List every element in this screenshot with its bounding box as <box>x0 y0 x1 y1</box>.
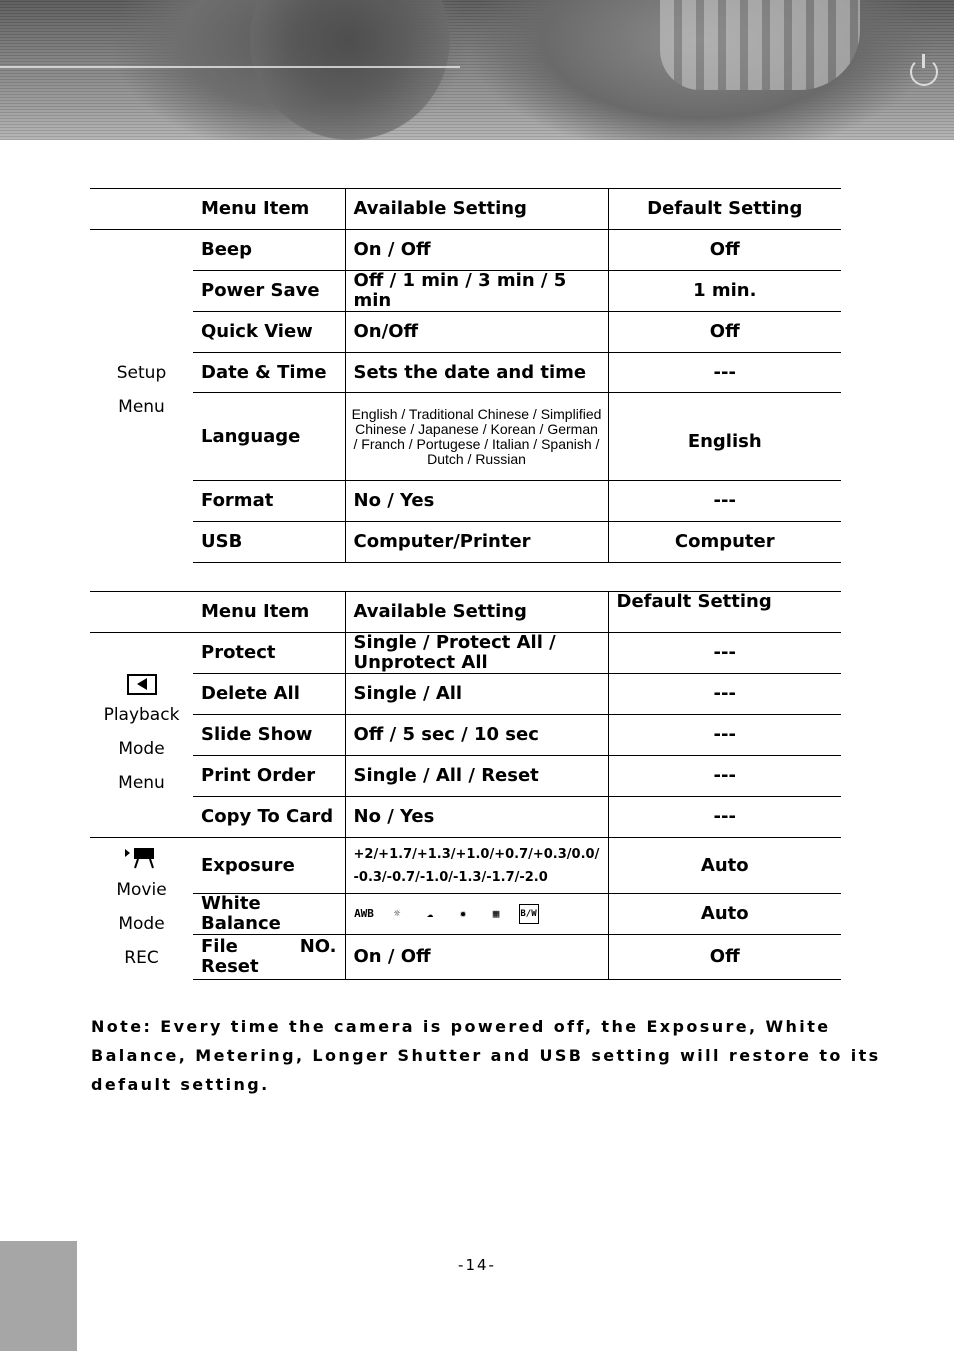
table-row <box>90 271 841 312</box>
table-header-row <box>90 189 841 230</box>
menu-item: Copy To Card <box>193 797 345 838</box>
table-row <box>90 838 841 894</box>
available-setting: Single / All <box>345 674 608 715</box>
table-row <box>90 797 841 838</box>
category-setup-menu <box>90 230 193 563</box>
table-row <box>90 522 841 563</box>
menu-item-word: File <box>201 936 238 957</box>
table-row <box>90 894 841 935</box>
available-setting: Single / Protect All / Unprotect All <box>345 633 608 674</box>
available-setting: Sets the date and time <box>345 353 608 393</box>
wb-tungsten-icon: ✹ <box>459 907 467 920</box>
default-setting: Off <box>608 312 841 353</box>
camera-lens-graphic <box>250 0 450 140</box>
default-setting: Off <box>608 935 841 980</box>
category-label: Playback <box>103 705 180 725</box>
category-playback-mode-menu <box>90 633 193 838</box>
category-label: Mode <box>118 913 165 934</box>
default-setting: --- <box>608 633 841 674</box>
table-row <box>90 633 841 674</box>
available-setting: Computer/Printer <box>345 522 608 563</box>
category-label: Menu <box>118 773 165 793</box>
available-setting <box>345 894 608 935</box>
exposure-values-line: -0.3/-0.7/-1.0/-1.3/-1.7/-2.0 <box>353 869 548 885</box>
category-label: Movie <box>116 879 167 900</box>
corner-tab <box>0 1241 77 1351</box>
menu-item: Date & Time <box>193 353 345 393</box>
table-row <box>90 353 841 393</box>
playback-icon <box>127 674 157 695</box>
default-setting: 1 min. <box>608 271 841 312</box>
category-label: Setup <box>116 363 167 384</box>
available-setting: On/Off <box>345 312 608 353</box>
menu-item <box>193 894 345 935</box>
default-setting: --- <box>608 481 841 522</box>
white-balance-icons <box>354 904 600 924</box>
menu-item: Delete All <box>193 674 345 715</box>
category-label: REC <box>124 947 159 968</box>
default-setting: Off <box>608 230 841 271</box>
default-setting: Auto <box>608 838 841 894</box>
default-setting: --- <box>608 674 841 715</box>
menu-item: Language <box>193 393 345 481</box>
wb-cloudy-icon: ☁ <box>426 907 434 920</box>
playback-movie-table <box>90 591 841 980</box>
available-setting: No / Yes <box>345 797 608 838</box>
wb-auto-icon: AWB <box>354 907 374 920</box>
table-row <box>90 481 841 522</box>
menu-item: Power Save <box>193 271 345 312</box>
page-number: -14- <box>458 1256 496 1274</box>
available-setting: Off / 1 min / 3 min / 5 min <box>345 271 608 312</box>
category-movie-mode-rec <box>90 838 193 980</box>
category-label: Mode <box>118 739 165 759</box>
menu-item: Format <box>193 481 345 522</box>
menu-item: Print Order <box>193 756 345 797</box>
table-row <box>90 715 841 756</box>
camera-grip-graphic <box>660 0 860 90</box>
default-setting: English <box>608 393 841 481</box>
menu-item: Quick View <box>193 312 345 353</box>
default-setting: --- <box>608 756 841 797</box>
menu-item: USB <box>193 522 345 563</box>
header-banner <box>0 0 954 140</box>
wb-fluorescent-icon: ▦ <box>492 907 500 920</box>
table-row <box>90 393 841 481</box>
wb-daylight-icon: ☼ <box>393 907 401 920</box>
table-header-row <box>90 592 841 633</box>
table-row <box>90 935 841 980</box>
menu-item: Slide Show <box>193 715 345 756</box>
header-available-setting: Available Setting <box>345 592 608 633</box>
menu-item-word: NO. <box>299 936 337 957</box>
power-icon <box>910 58 938 86</box>
available-setting: English / Traditional Chinese / Simplified Chinese / Japanese / Korean / German / Franch / Portugese / Italian / Spanish / Dutch / Russian <box>345 393 608 481</box>
header-menu-item: Menu Item <box>193 592 345 633</box>
menu-item-line: Balance <box>201 913 281 934</box>
table-row <box>90 230 841 271</box>
default-setting: --- <box>608 797 841 838</box>
table-row <box>90 674 841 715</box>
default-setting: --- <box>608 715 841 756</box>
available-setting: No / Yes <box>345 481 608 522</box>
header-default-setting: Default Setting <box>608 189 841 230</box>
menu-item-line: Reset <box>201 956 259 977</box>
note-text: Note: Every time the camera is powered off, the Exposure, White Balance, Metering, Longer Shutter and USB setting will restore to its default setting. <box>91 1017 881 1094</box>
table-row <box>90 312 841 353</box>
movie-camera-icon <box>123 846 161 870</box>
default-setting: Computer <box>608 522 841 563</box>
banner-line <box>0 66 460 68</box>
header-menu-item: Menu Item <box>193 189 345 230</box>
header-default-setting: Default Setting <box>608 592 841 633</box>
wb-bw-icon: B/W <box>519 904 539 924</box>
exposure-values-line: +2/+1.7/+1.3/+1.0/+0.7/+0.3/0.0/ <box>353 846 600 862</box>
setup-menu-table <box>90 188 841 563</box>
table-row <box>90 756 841 797</box>
category-label: Menu <box>118 397 165 418</box>
menu-item-line: White <box>201 893 261 914</box>
header-available-setting: Available Setting <box>345 189 608 230</box>
available-setting <box>345 838 608 894</box>
default-setting: Auto <box>608 894 841 935</box>
menu-item: Exposure <box>193 838 345 894</box>
menu-item <box>193 935 345 980</box>
default-setting: --- <box>608 353 841 393</box>
available-setting: Single / All / Reset <box>345 756 608 797</box>
menu-item: Protect <box>193 633 345 674</box>
menu-item: Beep <box>193 230 345 271</box>
available-setting: On / Off <box>345 230 608 271</box>
available-setting: On / Off <box>345 935 608 980</box>
available-setting: Off / 5 sec / 10 sec <box>345 715 608 756</box>
